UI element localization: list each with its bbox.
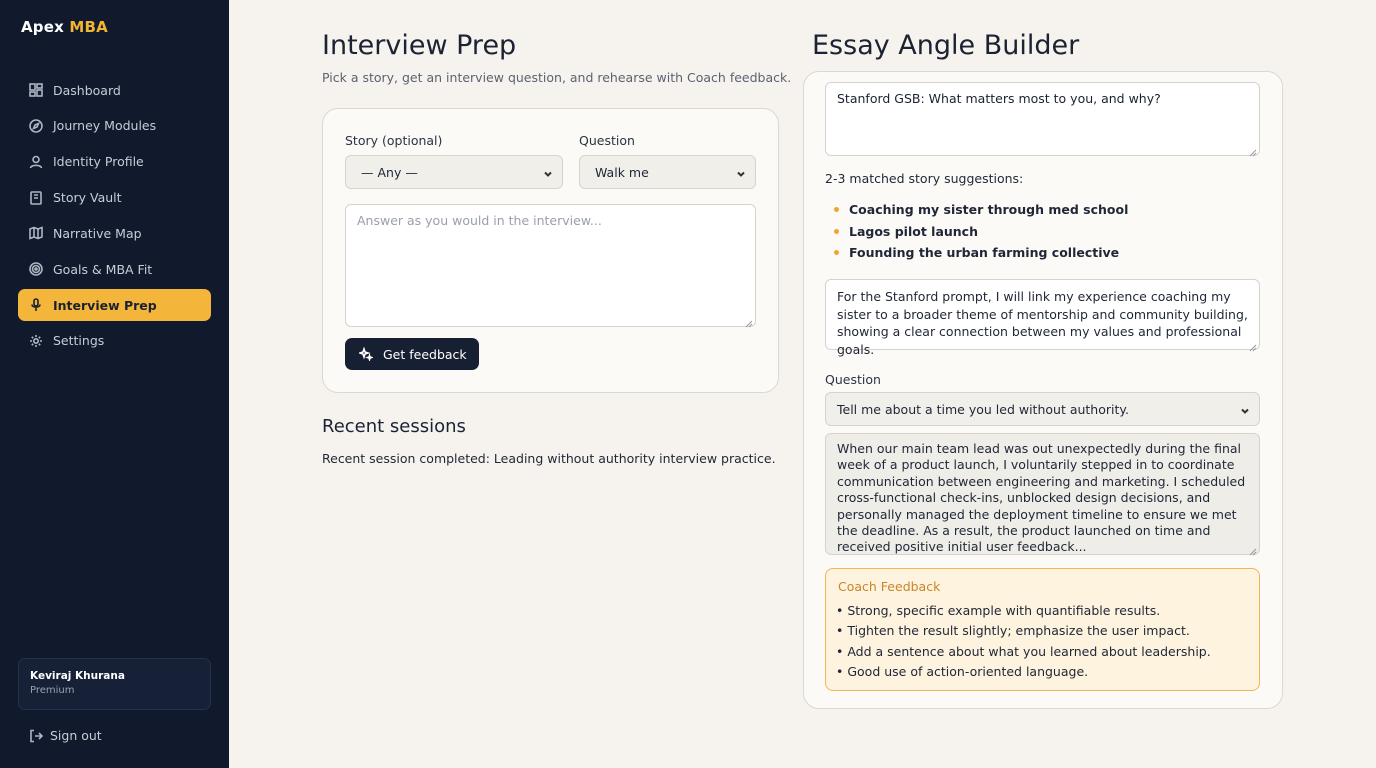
question-select[interactable]: [579, 155, 756, 189]
essay-angle-text: For the Stanford prompt, I will link my experience coaching my sister to a broader theme of mentorship and community building, showing a clear connection between my values and professional goals.: [837, 289, 1248, 357]
brand-name: Apex: [21, 18, 70, 36]
chevron-down-icon: [736, 167, 746, 177]
answer-input[interactable]: [345, 204, 756, 327]
bullet-icon: [834, 207, 839, 212]
resize-grip-icon[interactable]: [1249, 145, 1257, 153]
target-icon: [28, 262, 43, 277]
bullet-icon: [834, 229, 839, 234]
user-plan: Premium: [30, 685, 75, 696]
sidebar-item-label: Settings: [53, 333, 105, 349]
sidebar-item-dashboard[interactable]: [18, 74, 211, 106]
book-icon: [28, 190, 43, 205]
essay-angle-input[interactable]: [825, 279, 1260, 357]
essay-prompt-input[interactable]: [825, 82, 1260, 156]
dashboard-icon: [28, 83, 43, 98]
brand-logo[interactable]: [21, 18, 108, 36]
sidebar-item-label: Narrative Map: [53, 225, 142, 241]
story-suggestion: Founding the urban farming collective: [849, 245, 1120, 261]
story-label: Story (optional): [345, 133, 443, 148]
sidebar-item-label: Goals & MBA Fit: [53, 261, 153, 277]
user-name: Keviraj Khurana: [30, 670, 125, 682]
sidebar-item-story-vault[interactable]: [18, 182, 211, 214]
essay-builder-title: Essay Angle Builder: [812, 30, 1080, 61]
story-suggestion: Lagos pilot launch: [849, 223, 978, 239]
story-suggestion: Coaching my sister through med school: [849, 202, 1129, 218]
sign-out-icon: [29, 729, 43, 743]
sidebar-item-label: Story Vault: [53, 190, 122, 206]
sidebar-item-identity-profile[interactable]: [18, 146, 211, 178]
story-select[interactable]: [345, 155, 563, 189]
brand-name-accent: MBA: [69, 18, 108, 36]
recent-session-text: Recent session completed: Leading without authority interview practice.: [322, 451, 776, 466]
list-item[interactable]: [834, 242, 1128, 264]
page-subtitle: Pick a story, get an interview question, and rehearse with Coach feedback.: [322, 70, 792, 85]
sign-out-label: Sign out: [50, 728, 102, 743]
gear-icon: [28, 333, 43, 348]
feedback-item: • Good use of action-oriented language.: [836, 664, 1089, 680]
sidebar-item-goals-mba-fit[interactable]: [18, 253, 211, 285]
bullet-icon: [834, 250, 839, 255]
answer-placeholder: Answer as you would in the interview...: [357, 213, 602, 228]
sidebar-item-narrative-map[interactable]: [18, 217, 211, 249]
mic-icon: [28, 298, 43, 313]
resize-grip-icon[interactable]: [745, 316, 753, 324]
compass-icon: [28, 118, 43, 133]
list-item[interactable]: [834, 221, 1128, 243]
list-item[interactable]: [834, 199, 1128, 221]
sidebar-item-label: Journey Modules: [53, 118, 157, 134]
matched-stories-list: [834, 199, 1128, 264]
essay-question-label: Question: [825, 372, 881, 387]
sidebar-item-label: Interview Prep: [53, 297, 157, 313]
get-feedback-button[interactable]: [345, 338, 479, 370]
sparkle-icon: [359, 347, 373, 361]
essay-question-select[interactable]: [825, 392, 1260, 426]
sidebar-item-label: Dashboard: [53, 82, 121, 98]
sidebar-nav: [18, 74, 211, 361]
sidebar-item-interview-prep[interactable]: [18, 289, 211, 321]
essay-prompt-text: Stanford GSB: What matters most to you, and why?: [837, 91, 1161, 106]
matched-stories-label: 2-3 matched story suggestions:: [825, 171, 1024, 186]
feedback-item: • Strong, specific example with quantifiable results.: [836, 602, 1161, 618]
question-select-value: Walk me: [595, 164, 649, 180]
resize-grip-icon[interactable]: [1249, 339, 1257, 347]
essay-question-value: Tell me about a time you led without authority.: [837, 401, 1129, 417]
chevron-down-icon: [1240, 404, 1250, 414]
feedback-item: • Tighten the result slightly; emphasize the user impact.: [836, 623, 1190, 639]
resize-grip-icon[interactable]: [1249, 544, 1257, 552]
get-feedback-label: Get feedback: [383, 346, 467, 362]
essay-answer-input[interactable]: [825, 433, 1260, 555]
feedback-item: • Add a sentence about what you learned about leadership.: [836, 643, 1211, 659]
essay-answer-text: When our main team lead was out unexpectedly during the final week of a product launch, I voluntarily stepped in to coordinate communication between engineering and marketing. I scheduled cross-functional check-ins, unblocked design decisions, and personally managed the deployment timeline to ensure we met the deadline. As a result, the product launched on time and received positive initial user feedback...: [837, 441, 1246, 555]
map-icon: [28, 226, 43, 241]
story-select-value: — Any —: [361, 164, 418, 180]
sidebar: [0, 0, 229, 768]
chevron-down-icon: [543, 167, 553, 177]
user-card[interactable]: [18, 658, 211, 710]
sign-out-button[interactable]: [29, 728, 102, 743]
coach-feedback-title: Coach Feedback: [838, 579, 941, 594]
sidebar-item-journey-modules[interactable]: [18, 110, 211, 142]
sidebar-item-label: Identity Profile: [53, 154, 144, 170]
page-title: Interview Prep: [322, 30, 517, 61]
coach-feedback-panel: [825, 568, 1260, 691]
sidebar-item-settings[interactable]: [18, 325, 211, 357]
user-icon: [28, 154, 43, 169]
recent-sessions-title: Recent sessions: [322, 416, 466, 437]
question-label: Question: [579, 133, 635, 148]
